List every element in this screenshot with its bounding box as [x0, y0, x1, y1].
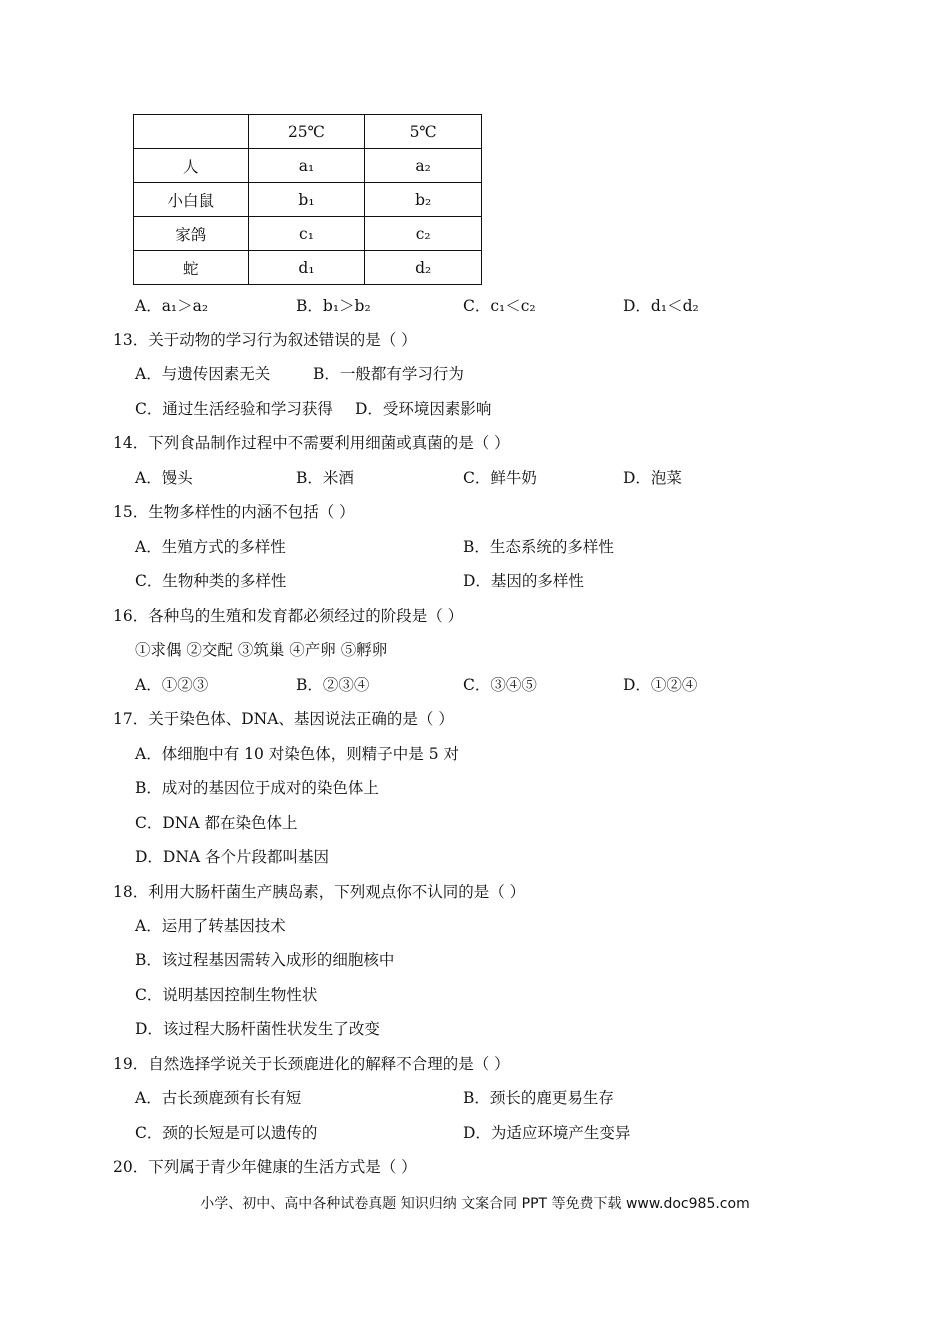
- table-cell: 蛇: [134, 251, 249, 285]
- table-header-cell: 5℃: [365, 115, 482, 149]
- table-header-cell: [134, 115, 249, 149]
- q17-option-d: D．DNA 各个片段都叫基因: [135, 848, 330, 866]
- q19-option-c: C．颈的长短是可以遗传的: [135, 1124, 318, 1142]
- q19-option-a: A．古长颈鹿颈有长有短: [135, 1089, 302, 1107]
- q16-option-a: A．①②③: [135, 676, 209, 694]
- table-header-cell: 25℃: [248, 115, 365, 149]
- table-cell: b₂: [365, 183, 482, 217]
- q12-option-d: D．d₁＜d₂: [623, 297, 699, 315]
- table-cell: c₂: [365, 217, 482, 251]
- page-footer: 小学、初中、高中各种试卷真题 知识归纳 文案合同 PPT 等免费下载 www.doc985.com: [200, 1196, 750, 1212]
- q16-items: ①求偶 ②交配 ③筑巢 ④产卵 ⑤孵卵: [135, 641, 388, 659]
- q15-option-a: A．生殖方式的多样性: [135, 538, 286, 556]
- q14-option-d: D．泡菜: [623, 469, 682, 487]
- table-row: [134, 217, 482, 251]
- table-cell: 小白鼠: [134, 183, 249, 217]
- q19-stem: 19．自然选择学说关于长颈鹿进化的解释不合理的是（ ）: [113, 1055, 510, 1073]
- q13-option-b: B．一般都有学习行为: [313, 365, 464, 383]
- q13-option-d: D．受环境因素影响: [355, 400, 492, 418]
- table-cell: d₂: [365, 251, 482, 285]
- q15-option-c: C．生物种类的多样性: [135, 572, 287, 590]
- q13-option-a: A．与遗传因素无关: [135, 365, 271, 383]
- q14-option-c: C．鲜牛奶: [463, 469, 537, 487]
- q13-stem: 13．关于动物的学习行为叙述错误的是（ ）: [113, 331, 417, 349]
- q18-option-c: C．说明基因控制生物性状: [135, 986, 318, 1004]
- q14-option-a: A．馒头: [135, 469, 193, 487]
- q16-option-b: B．②③④: [296, 676, 370, 694]
- q16-stem: 16．各种鸟的生殖和发育都必须经过的阶段是（ ）: [113, 607, 464, 625]
- table-row: [134, 183, 482, 217]
- q15-option-b: B．生态系统的多样性: [463, 538, 614, 556]
- q18-option-d: D．该过程大肠杆菌性状发生了改变: [135, 1020, 380, 1038]
- table-cell: a₁: [248, 149, 365, 183]
- q14-option-b: B．米酒: [296, 469, 354, 487]
- q15-stem: 15．生物多样性的内涵不包括（ ）: [113, 503, 355, 521]
- q14-stem: 14．下列食品制作过程中不需要利用细菌或真菌的是（ ）: [113, 434, 510, 452]
- q17-option-b: B．成对的基因位于成对的染色体上: [135, 779, 379, 797]
- q15-option-d: D．基因的多样性: [463, 572, 584, 590]
- table-cell: b₁: [248, 183, 365, 217]
- table-cell: a₂: [365, 149, 482, 183]
- q18-stem: 18．利用大肠杆菌生产胰岛素，下列观点你不认同的是（ ）: [113, 883, 526, 901]
- q17-stem: 17．关于染色体、DNA、基因说法正确的是（ ）: [113, 710, 454, 728]
- q16-option-c: C．③④⑤: [463, 676, 537, 694]
- table-header-row: [134, 115, 482, 149]
- q12-option-a: A．a₁＞a₂: [135, 297, 209, 315]
- q17-option-c: C．DNA 都在染色体上: [135, 814, 298, 832]
- table-cell: c₁: [248, 217, 365, 251]
- q19-option-d: D．为适应环境产生变异: [463, 1124, 631, 1142]
- q17-option-a: A．体细胞中有 10 对染色体，则精子中是 5 对: [135, 745, 459, 763]
- table-row: [134, 149, 482, 183]
- table-cell: 人: [134, 149, 249, 183]
- q12-option-b: B．b₁＞b₂: [296, 297, 371, 315]
- q12-option-c: C．c₁＜c₂: [463, 297, 536, 315]
- q18-option-a: A．运用了转基因技术: [135, 917, 286, 935]
- table-cell: 家鸽: [134, 217, 249, 251]
- table-row: [134, 251, 482, 285]
- q13-option-c: C．通过生活经验和学习获得: [135, 400, 333, 418]
- q19-option-b: B．颈长的鹿更易生存: [463, 1089, 614, 1107]
- table-cell: d₁: [248, 251, 365, 285]
- q16-option-d: D．①②④: [623, 676, 698, 694]
- temperature-table: [133, 114, 482, 285]
- q20-stem: 20．下列属于青少年健康的生活方式是（ ）: [113, 1158, 417, 1176]
- q18-option-b: B．该过程基因需转入成形的细胞核中: [135, 951, 395, 969]
